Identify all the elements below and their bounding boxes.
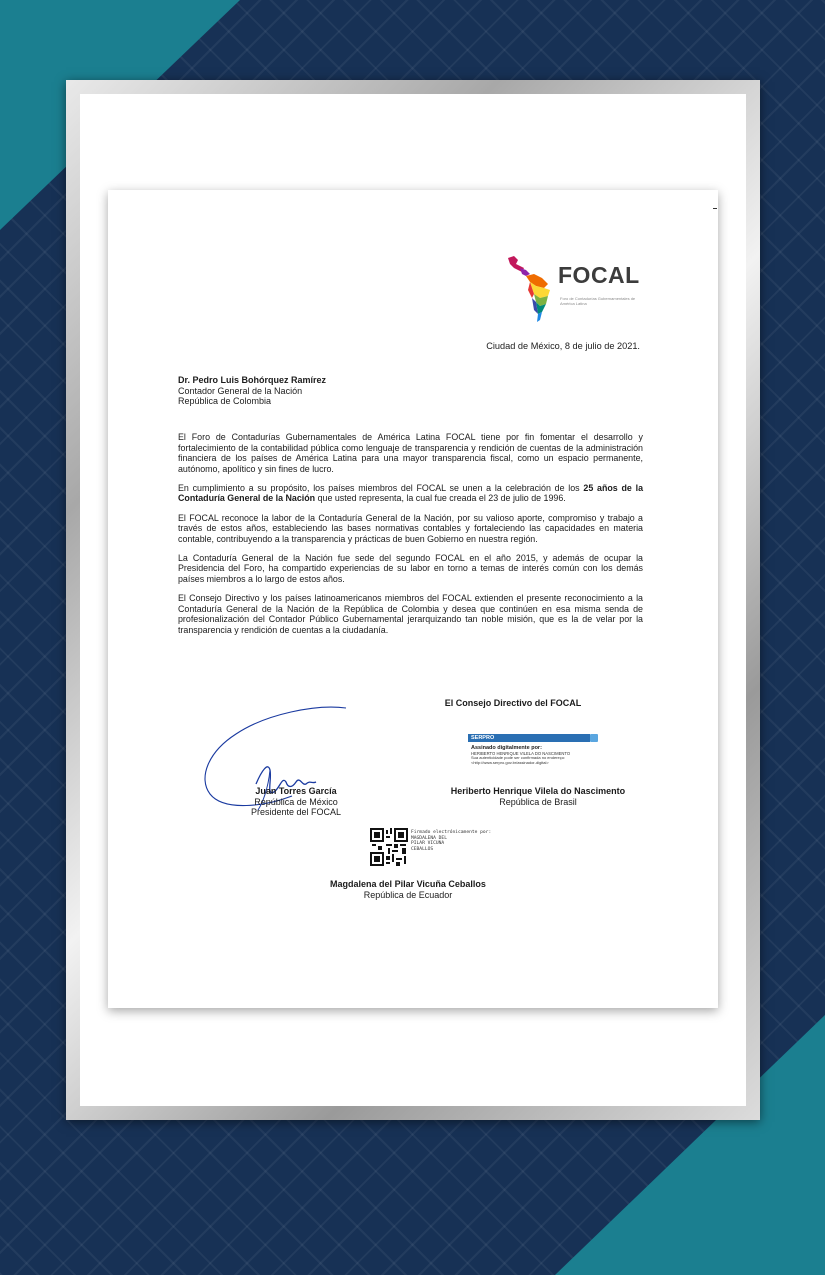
signer-left-role: Presidente del FOCAL [250,807,342,818]
letter-date: Ciudad de México, 8 de julio de 2021. [486,341,640,351]
paragraph-2-start: En cumplimiento a su propósito, los países miembros del FOCAL se unen a la celebración de los [178,482,584,493]
signer-left-name: Juan Torres García [255,786,337,796]
letter-document [108,190,718,1008]
paragraph-2-end: que usted representa, la cual fue creada el 23 de julio de 1996. [315,493,566,504]
paragraph-1: El Foro de Contadurías Gubernamentales de América Latina FOCAL tiene por fin fomentar el desarrollo y fortalecimiento de la contabilidad pública como lenguaje de transparencia y rendición de cuentas de la administración financiera de los países de América Latina para una mayor transparencia fiscal, como un espacio permanente, autónomo, apolítico y sin fines de lucro. [178,432,643,474]
signer-left [226,786,366,818]
signer-bottom [258,879,558,900]
recipient-block [178,375,326,407]
recipient-title: Contador General de la Nación [178,385,303,396]
serpro-bar [468,734,590,742]
edge-mark [713,208,717,209]
focal-logo [500,254,650,326]
qr-signature-text: Firmado electrónicamente por: MAGDALENA DEL PILAR VICUNA CEBALLOS [411,830,492,852]
logo-wordmark: FOCAL [558,262,640,288]
paragraph-2-bold: 25 años de la Contaduría General de la Nación [178,482,643,504]
serpro-label: SERPRO [471,735,495,741]
digital-sig-note: Sua autenticidade pode ser confirmada no endereço: <http://www.serpro.gov.br/assinador-digital> [471,755,566,765]
paragraph-4: La Contaduría General de la Nación fue sede del segundo FOCAL en el año 2015, y además de ocupar la Presidencia del Foro, ha compartido experiencias de su labor en torno a temas de interés común con los demás países miembros a lo largo de estos años. [178,552,643,585]
letter-body [178,432,643,644]
serpro-icon [590,734,598,742]
council-heading: El Consejo Directivo del FOCAL [444,698,582,708]
latin-america-map-icon [500,254,560,324]
signer-right-country: República de Brasil [499,796,577,807]
paragraph-5: El Consejo Directivo y los países latinoamericanos miembros del FOCAL extienden el presente reconocimiento a la Contaduría General de la Nación de la República de Colombia y desea que continúen en esa misma senda de profesionalización del Contador Público Gubernamental jerarquizando tan noble misión, que es la de velar por la transparencia y rendición de cuentas a la ciudadanía. [178,593,643,635]
signer-right-name: Heriberto Henrique Vilela do Nascimento [450,786,626,796]
signer-right [408,786,668,807]
logo-tagline: Foro de Contadurías Gubernamentales de América Latina [560,296,636,306]
signer-bottom-country: República de Ecuador [363,889,453,900]
paragraph-2 [178,483,643,504]
digital-sig-name: HERIBERTO HENRIQUE VILELA DO NASCIMENTO [471,751,571,756]
digital-signature-stamp [468,734,596,774]
recipient-country: República de Colombia [178,396,272,406]
digital-sig-title: Assinado digitalmente por: [471,745,542,751]
paragraph-3: El FOCAL reconoce la labor de la Contaduría General de la Nación, por su valioso aporte, compromiso y trabajo a través de estos años, estableciendo las bases normativas contables y fortaleciendo las capacidades en materia contable, contribuyendo a la transparencia y prácticas de buen Gobierno en nuestra región. [178,512,643,544]
signer-bottom-name: Magdalena del Pilar Vicuña Ceballos [330,879,486,889]
qr-code-icon [370,828,408,866]
signer-left-country: República de México [254,796,338,807]
recipient-name: Dr. Pedro Luis Bohórquez Ramírez [178,375,327,385]
